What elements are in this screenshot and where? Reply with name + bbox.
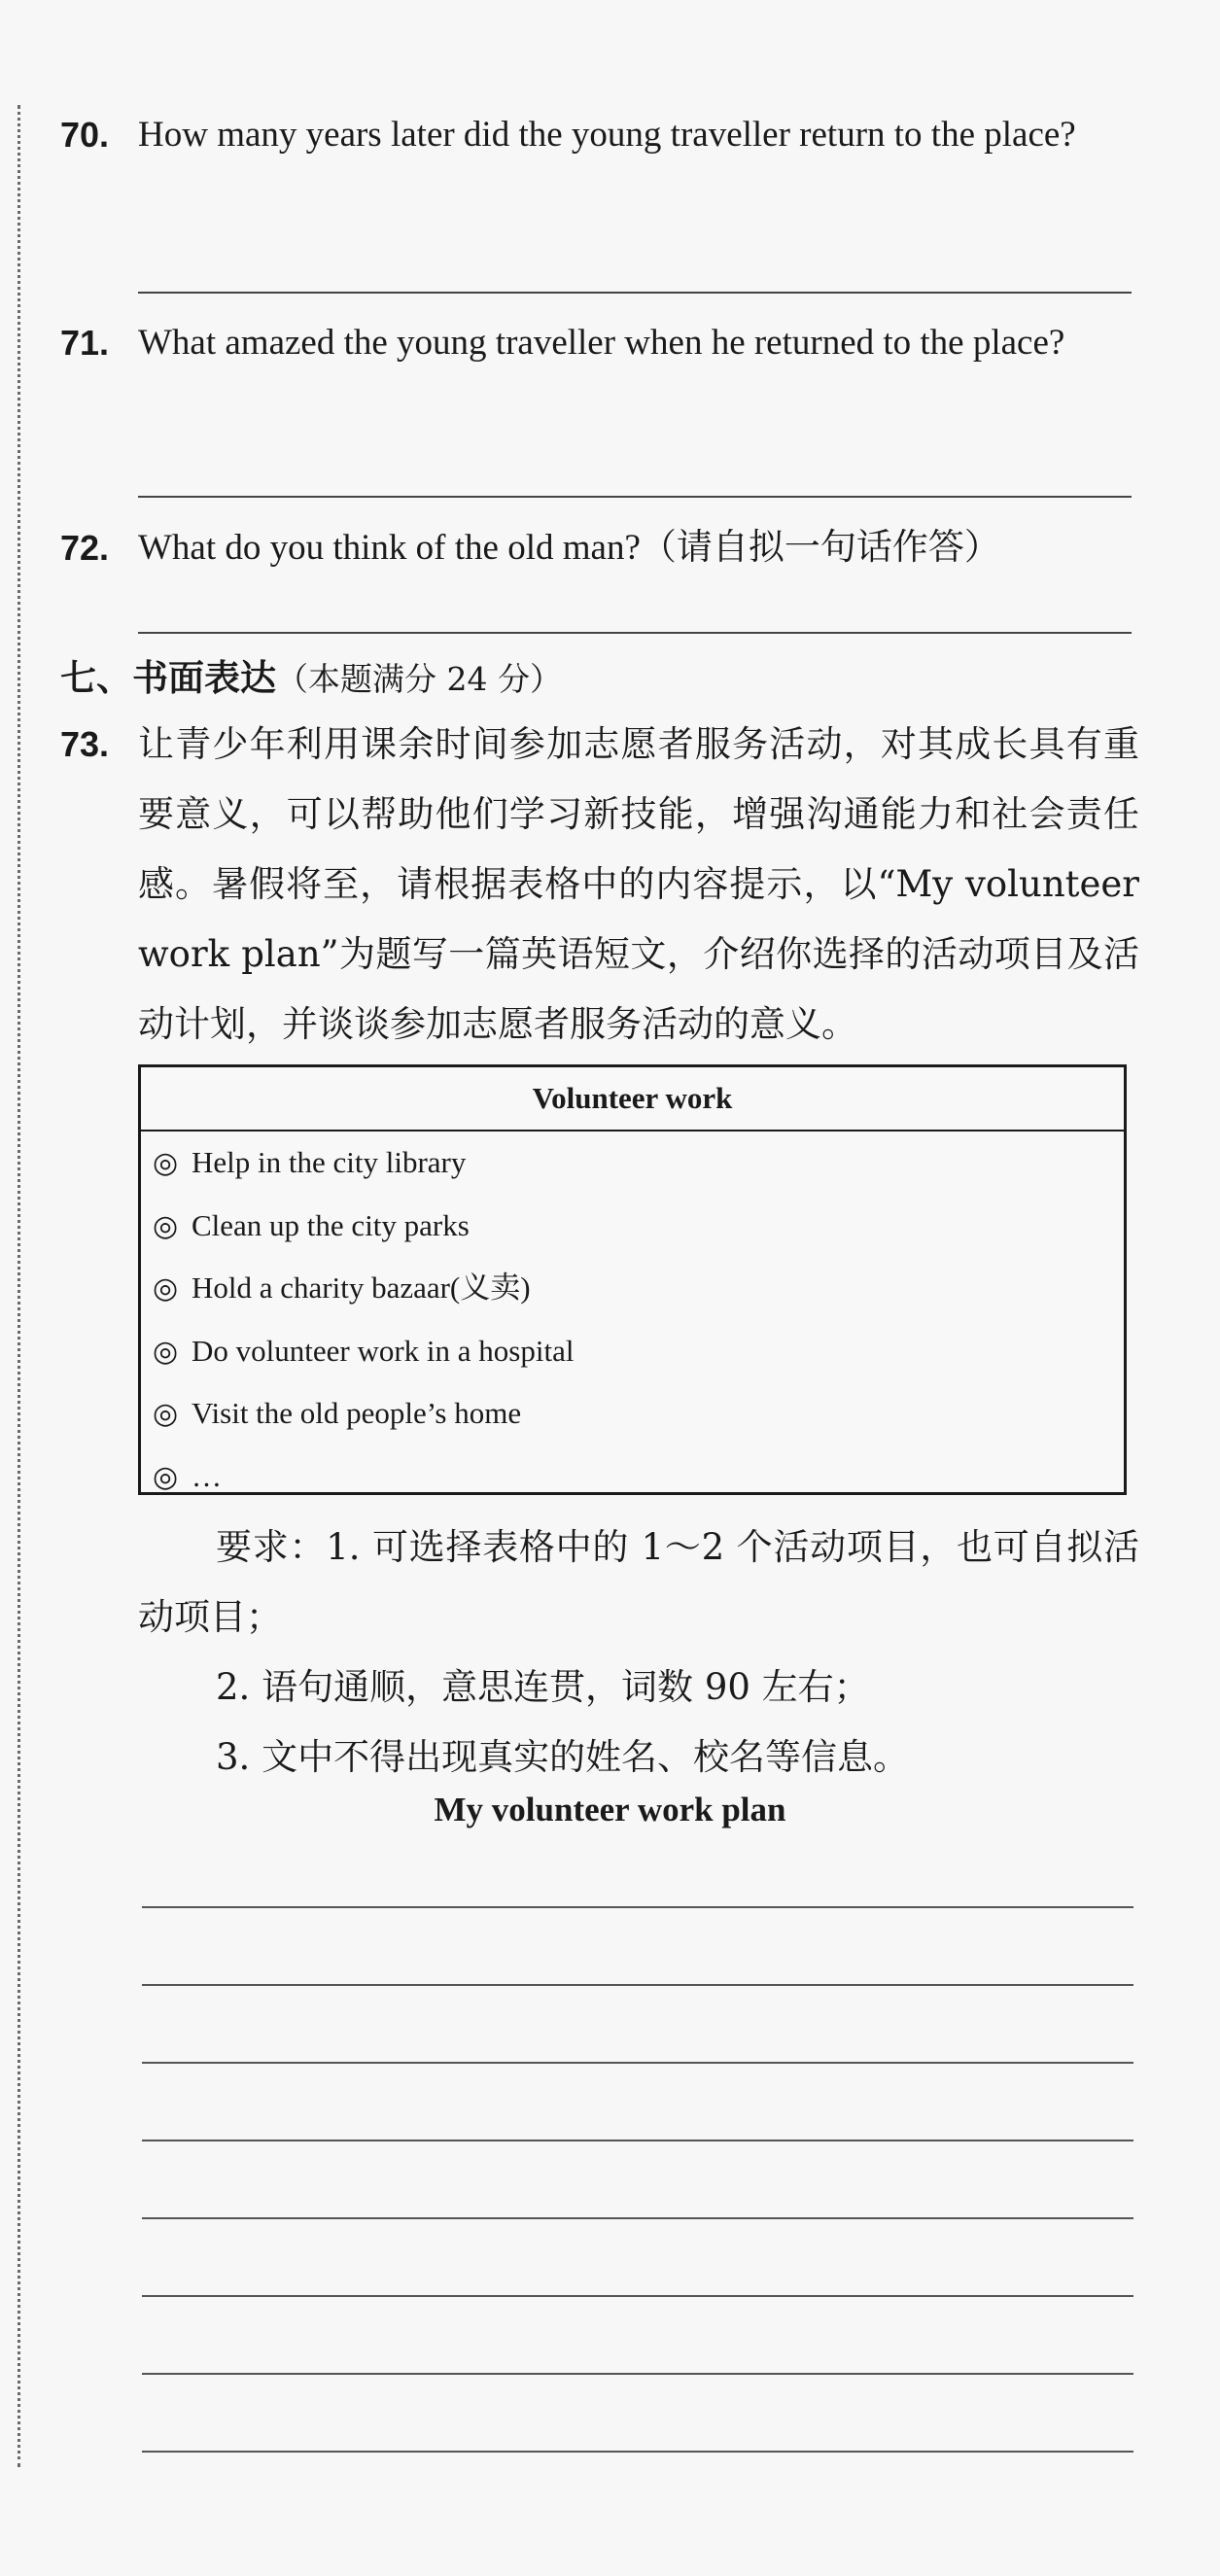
section-score-note: （本题满分 24 分）: [276, 660, 562, 698]
question-71: [60, 307, 1137, 378]
question-text: What do you think of the old man?（请自拟一句话作答）: [138, 528, 1000, 568]
table-row: [141, 1257, 1124, 1320]
writing-line[interactable]: [142, 2062, 1133, 2064]
table-row: [141, 1320, 1124, 1383]
bullet-icon: ◎: [153, 1146, 179, 1180]
question-number: 73.: [60, 724, 110, 764]
bullet-icon: ◎: [153, 1397, 179, 1431]
table-item-text: Hold a charity bazaar(义卖): [192, 1271, 531, 1305]
bullet-icon: ◎: [153, 1459, 179, 1494]
essay-title: My volunteer work plan: [434, 1791, 786, 1828]
writing-line[interactable]: [142, 2373, 1133, 2375]
writing-line[interactable]: [142, 1906, 1133, 1908]
table-item-text: Clean up the city parks: [192, 1207, 470, 1242]
volunteer-work-table: [138, 1064, 1127, 1495]
table-item-text: Do volunteer work in a hospital: [192, 1333, 575, 1368]
requirement-3: 3. 文中不得出现真实的姓名、校名等信息。: [216, 1736, 910, 1778]
requirement-1: 要求：1. 可选择表格中的 1～2 个活动项目，也可自拟活动项目；: [138, 1526, 1139, 1638]
binding-margin-line: [17, 105, 20, 2467]
question-number: 71.: [60, 323, 110, 363]
question-72: [60, 512, 1137, 583]
answer-line-72[interactable]: [138, 632, 1132, 634]
question-number: 70.: [60, 115, 110, 155]
requirements: [138, 1513, 1139, 1793]
question-70: [60, 99, 1137, 170]
question-73: [60, 710, 1139, 1060]
answer-line-70[interactable]: [138, 292, 1132, 294]
writing-line[interactable]: [142, 2217, 1133, 2219]
table-header: Volunteer work: [141, 1067, 1124, 1131]
bullet-icon: ◎: [153, 1271, 179, 1305]
table-row: [141, 1195, 1124, 1258]
section-heading: [60, 649, 562, 709]
question-text: How many years later did the young traveller return to the place?: [138, 115, 1076, 155]
bullet-icon: ◎: [153, 1208, 179, 1243]
table-row: [141, 1131, 1124, 1195]
table-item-text: …: [192, 1458, 222, 1493]
answer-line-71[interactable]: [138, 496, 1132, 498]
table-item-text: Help in the city library: [192, 1145, 467, 1179]
question-number: 72.: [60, 528, 110, 568]
table-row: [141, 1382, 1124, 1445]
writing-line[interactable]: [142, 1984, 1133, 1986]
requirement-2: 2. 语句通顺，意思连贯，词数 90 左右；: [216, 1666, 870, 1708]
section-title: 七、书面表达: [60, 657, 276, 699]
table-row: [141, 1445, 1124, 1509]
bullet-icon: ◎: [153, 1334, 179, 1369]
writing-line[interactable]: [142, 2451, 1133, 2453]
writing-line[interactable]: [142, 2295, 1133, 2297]
writing-prompt: 让青少年利用课余时间参加志愿者服务活动，对其成长具有重要意义，可以帮助他们学习新技能，增强沟通能力和社会责任感。暑假将至，请根据表格中的内容提示，以“My volunteer work plan”为题写一篇英语短文，介绍你选择的活动项目及活动计划，并谈谈参加志愿者服务活动的意义。: [138, 723, 1139, 1045]
table-item-text: Visit the old people’s home: [192, 1396, 522, 1430]
writing-line[interactable]: [142, 2140, 1133, 2141]
question-text: What amazed the young traveller when he returned to the place?: [138, 323, 1065, 363]
